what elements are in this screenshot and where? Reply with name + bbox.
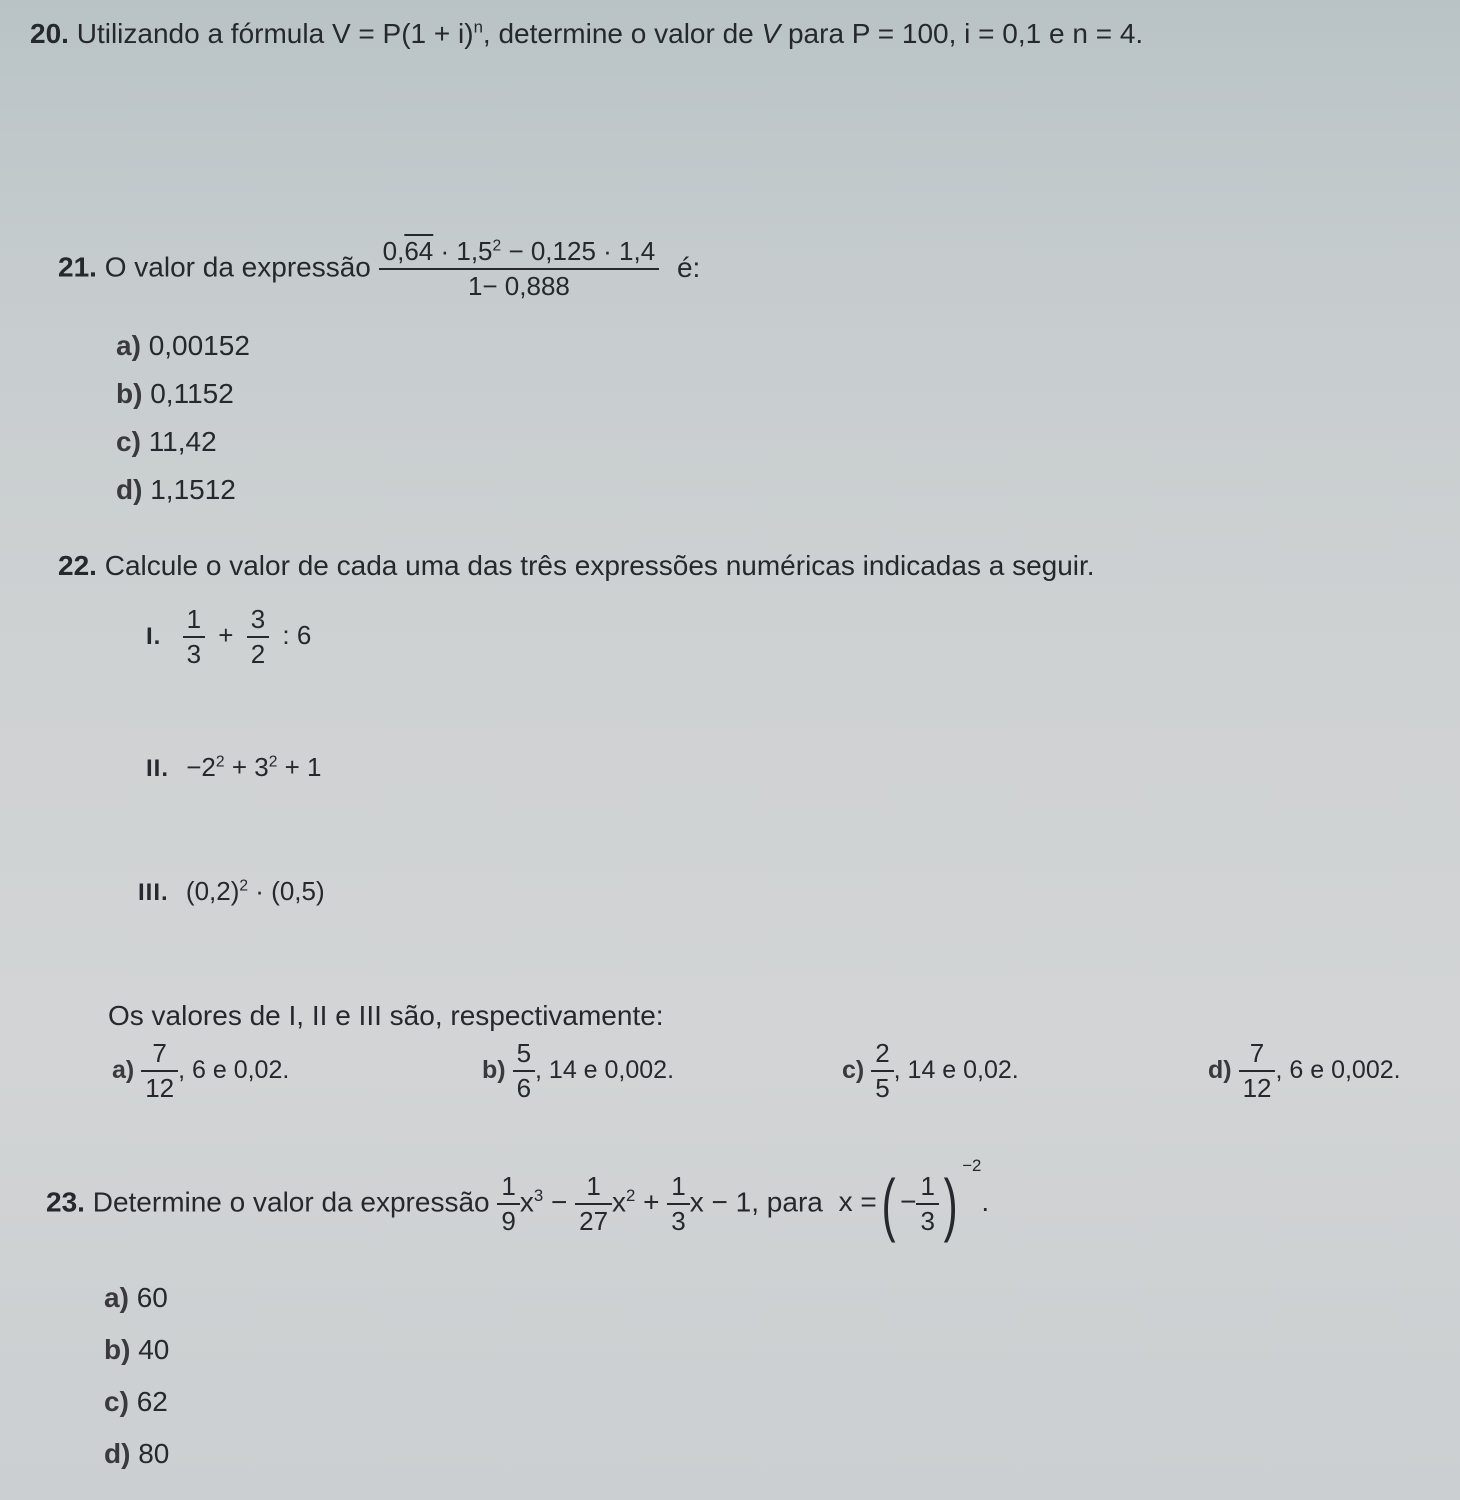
fraction: $\frac{7}{12}$ <box>141 1040 178 1103</box>
fraction-denominator: 1− 0,888 <box>467 271 570 302</box>
variable-v: V <box>761 18 781 49</box>
question-text-mid: , determine o valor de <box>482 18 754 49</box>
question-text: O valor da expressão <box>104 251 371 283</box>
fraction: $\frac{1}{3}$ <box>183 606 205 669</box>
fraction-numerator: $0,64 \cdot 1,5^2 - 0,125 \cdot 1,4$ <box>379 238 660 270</box>
q22-option-c[interactable]: c) $\frac{2}{5}$ , 14 e 0,02. <box>842 1038 1019 1104</box>
q22-option-d[interactable]: d) $\frac{7}{12}$ , 6 e 0,002. <box>1208 1038 1401 1104</box>
q21-option-a[interactable]: a) 0,00152 <box>116 330 250 361</box>
fraction: $\frac{1}{3}$ <box>916 1173 938 1236</box>
question-text-end: para P = 100, i = 0,1 e n = 4. <box>787 18 1144 49</box>
q22-item-iii: III. $(0,2)^2 \cdot (0,5)$ <box>138 876 325 906</box>
question-number: 22. <box>58 550 97 581</box>
fraction: $\frac{1}{27}$ <box>575 1173 612 1236</box>
formula: $V = P(1 + i)^n$ <box>331 17 483 49</box>
q22-option-a[interactable]: a) $\frac{7}{12}$ , 6 e 0,02. <box>112 1038 290 1104</box>
x-definition: x =( − $\frac{1}{3}$ ) $^{-2}$. <box>838 1156 990 1243</box>
q21-option-c[interactable]: c) 11,42 <box>116 426 217 457</box>
question-suffix: é: <box>676 251 701 283</box>
q23-option-d[interactable]: d) 80 <box>104 1438 170 1469</box>
fraction: $\frac{5}{6}$ <box>513 1040 535 1103</box>
fraction: $\frac{7}{12}$ <box>1239 1040 1276 1103</box>
expression: $-2^2 + 3^2 + 1$ <box>186 752 322 782</box>
question-number: 21. <box>58 251 97 283</box>
fraction: $\frac{1}{3}$ <box>667 1173 689 1236</box>
q22-prompt: Os valores de I, II e III são, respectivamente: <box>108 1000 664 1031</box>
question-text: Calcule o valor de cada uma das três expressões numéricas indicadas a seguir. <box>104 550 1095 581</box>
question-number: 20. <box>30 18 69 49</box>
expression: $(0,2)^2 \cdot (0,5)$ <box>185 876 325 906</box>
fraction: $\frac{1}{9}$ <box>497 1173 519 1236</box>
fraction: $\frac{2}{5}$ <box>871 1040 893 1103</box>
q23-option-b[interactable]: b) 40 <box>104 1334 170 1365</box>
q21-option-d[interactable]: d) 1,1512 <box>116 474 236 505</box>
question-20 <box>30 18 1143 50</box>
q23-option-c[interactable]: c) 62 <box>104 1386 168 1417</box>
q22-item-i: I. $\frac{1}{3}$ + $\frac{3}{2}$ : 6 <box>146 604 312 670</box>
expression-fraction <box>379 238 660 301</box>
question-21 <box>58 238 700 301</box>
question-22 <box>58 550 1095 582</box>
q22-item-ii: II. $-2^2 + 3^2 + 1$ <box>146 752 322 782</box>
q22-option-b[interactable]: b) $\frac{5}{6}$ , 14 e 0,002. <box>482 1038 675 1104</box>
question-text: Determine o valor da expressão <box>92 1186 490 1218</box>
question-text: Utilizando a fórmula <box>76 18 325 49</box>
q23-option-a[interactable]: a) 60 <box>104 1282 168 1313</box>
question-number: 23. <box>46 1186 85 1218</box>
q21-option-b[interactable]: b) 0,1152 <box>116 378 234 409</box>
fraction: $\frac{3}{2}$ <box>247 606 269 669</box>
question-23: 23. Determine o valor da expressão $\frac{1}{9}$ $x^3$ − $\frac{1}{27}$ $x^2$ + $\frac{1}{3}$ x − 1, para x =( − $\frac{1}{3}$ ) $^{-2}$. <box>46 1156 990 1243</box>
